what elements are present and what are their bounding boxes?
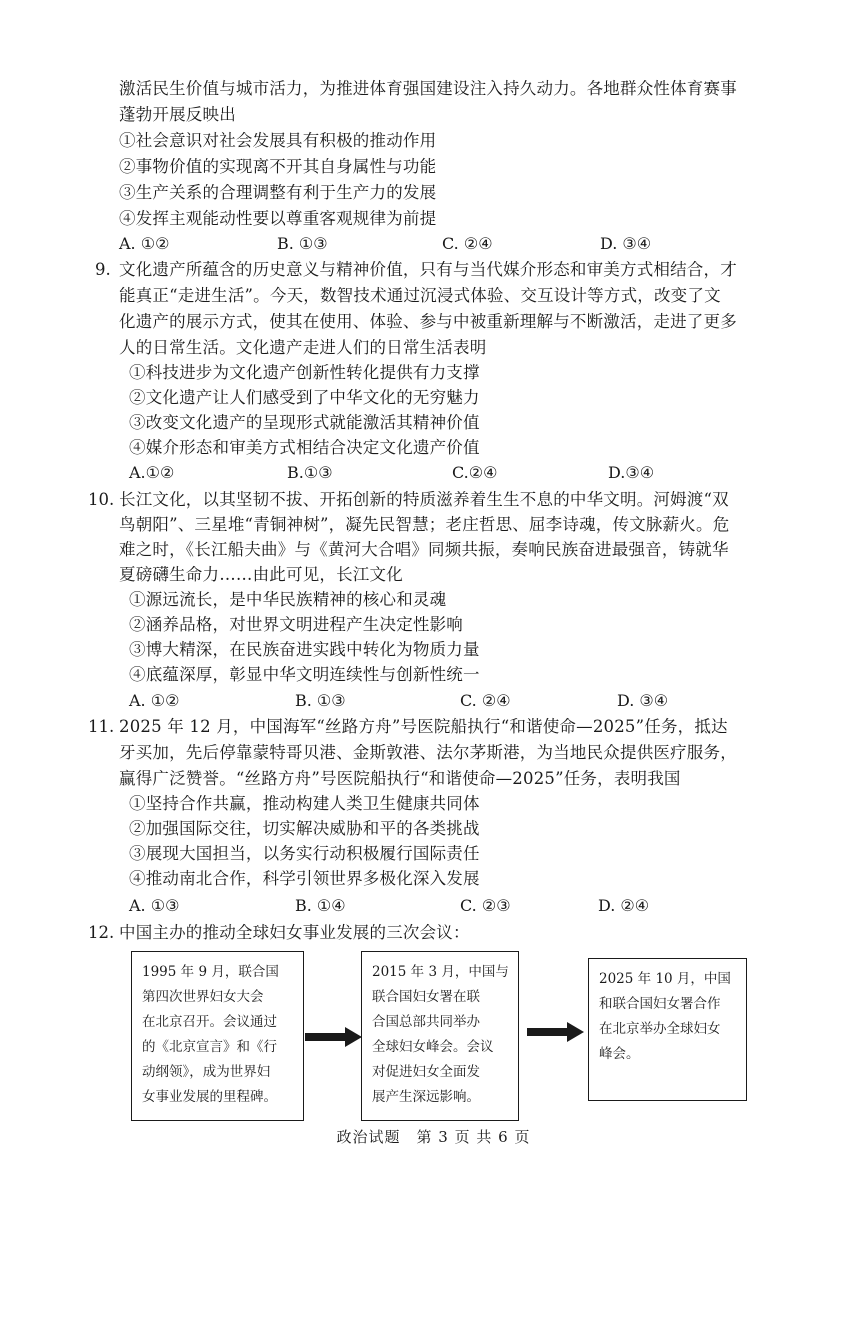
q8-statement: ①社会意识对社会发展具有积极的推动作用 — [119, 131, 437, 150]
q10-option-a: A. ①② — [129, 691, 180, 710]
meeting-2025-box — [588, 958, 747, 1101]
q11-option-b: B. ①④ — [295, 896, 346, 915]
q10-statement: ③博大精深，在民族奋进实践中转化为物质力量 — [129, 640, 480, 659]
q12-stem: 中国主办的推动全球妇女事业发展的三次会议： — [119, 923, 470, 942]
q9-option-b: B.①③ — [287, 463, 333, 482]
q10-number: 10. — [88, 490, 115, 509]
arrow-right-icon — [305, 1026, 363, 1048]
arrow-right-icon — [527, 1021, 585, 1043]
box-line: 合国总部共同举办 — [372, 1014, 480, 1030]
q9-statement: ①科技进步为文化遗产创新性转化提供有力支撑 — [129, 363, 480, 382]
q9-stem-line: 化遗产的展示方式，使其在使用、体验、参与中被重新理解与不断激活，走进了更多 — [119, 312, 737, 331]
q11-statement: ②加强国际交往，切实解决威胁和平的各类挑战 — [129, 819, 480, 838]
q8-statement: ③生产关系的合理调整有利于生产力的发展 — [119, 183, 437, 202]
box-line: 全球妇女峰会。会议 — [372, 1039, 494, 1055]
q8-option-b: B. ①③ — [277, 234, 328, 253]
q9-stem-line: 人的日常生活。文化遗产走进人们的日常生活表明 — [119, 338, 487, 357]
q12-number: 12. — [88, 923, 115, 942]
box-line: 展产生深远影响。 — [372, 1089, 480, 1105]
q9-statement: ③改变文化遗产的呈现形式就能激活其精神价值 — [129, 413, 480, 432]
q8-stem-line: 蓬勃开展反映出 — [119, 105, 236, 124]
meeting-1995-box — [131, 951, 304, 1121]
q9-option-d: D.③④ — [608, 463, 655, 482]
q11-option-c: C. ②③ — [460, 896, 511, 915]
q10-option-c: C. ②④ — [460, 691, 511, 710]
q8-option-a: A. ①② — [119, 234, 170, 253]
q11-option-d: D. ②④ — [598, 896, 650, 915]
box-line: 第四次世界妇女大会 — [142, 989, 264, 1005]
q11-statement: ①坚持合作共赢，推动构建人类卫生健康共同体 — [129, 794, 480, 813]
q8-option-c: C. ②④ — [442, 234, 493, 253]
q11-number: 11. — [88, 717, 115, 736]
q8-option-d: D. ③④ — [600, 234, 652, 253]
q9-option-c: C.②④ — [452, 463, 498, 482]
meeting-2015-box — [361, 951, 519, 1121]
box-line: 动纲领》，成为世界妇 — [142, 1064, 271, 1080]
box-line: 和联合国妇女署合作 — [599, 996, 721, 1012]
q10-statement: ①源远流长，是中华民族精神的核心和灵魂 — [129, 590, 447, 609]
q9-stem-line: 文化遗产所蕴含的历史意义与精神价值，只有与当代媒介形态和审美方式相结合，才 — [119, 260, 737, 279]
q10-stem-line: 鸟朝阳”、三星堆“青铜神树”，凝先民智慧；老庄哲思、屈李诗魂，传文脉薪火。危 — [119, 515, 730, 534]
q11-stem-line: 牙买加，先后停靠蒙特哥贝港、金斯敦港、法尔茅斯港，为当地民众提供医疗服务， — [119, 743, 737, 762]
q10-option-b: B. ①③ — [295, 691, 346, 710]
box-line: 1995 年 9 月，联合国 — [142, 964, 279, 980]
q11-statement: ③展现大国担当，以务实行动积极履行国际责任 — [129, 844, 480, 863]
q11-stem-line: 2025 年 12 月，中国海军“丝路方舟”号医院船执行“和谐使命—2025”任务，抵达 — [119, 717, 728, 736]
q10-statement: ②涵养品格，对世界文明进程产生决定性影响 — [129, 615, 463, 634]
q8-statement: ②事物价值的实现离不开其自身属性与功能 — [119, 157, 437, 176]
box-line: 联合国妇女署在联 — [372, 989, 480, 1005]
q10-stem-line: 长江文化，以其坚韧不拔、开拓创新的特质滋养着生生不息的中华文明。河姆渡“双 — [119, 490, 729, 509]
q10-statement: ④底蕴深厚，彰显中华文明连续性与创新性统一 — [129, 665, 480, 684]
box-line: 2015 年 3 月，中国与 — [372, 964, 509, 980]
q10-stem-line: 难之时，《长江船夫曲》与《黄河大合唱》同频共振，奏响民族奋进最强音，铸就华 — [119, 540, 729, 559]
q11-option-a: A. ①③ — [129, 896, 180, 915]
box-line: 峰会。 — [599, 1046, 640, 1062]
q9-statement: ④媒介形态和审美方式相结合决定文化遗产价值 — [129, 438, 480, 457]
q9-statement: ②文化遗产让人们感受到了中华文化的无穷魅力 — [129, 388, 480, 407]
q8-statement: ④发挥主观能动性要以尊重客观规律为前提 — [119, 209, 437, 228]
box-line: 对促进妇女全面发 — [372, 1064, 480, 1080]
q10-option-d: D. ③④ — [617, 691, 669, 710]
q8-stem-line: 激活民生价值与城市活力，为推进体育强国建设注入持久动力。各地群众性体育赛事 — [119, 79, 737, 98]
box-line: 在北京召开。会议通过 — [142, 1014, 277, 1030]
box-line: 2025 年 10 月，中国 — [599, 971, 731, 987]
q10-stem-line: 夏磅礴生命力……由此可见，长江文化 — [119, 565, 403, 584]
q9-option-a: A.①② — [129, 463, 175, 482]
box-line: 女事业发展的里程碑。 — [142, 1089, 277, 1105]
q11-statement: ④推动南北合作，科学引领世界多极化深入发展 — [129, 869, 480, 888]
box-line: 的《北京宣言》和《行 — [142, 1039, 277, 1055]
q9-stem-line: 能真正“走进生活”。今天，数智技术通过沉浸式体验、交互设计等方式，改变了文 — [119, 286, 721, 305]
q9-number: 9. — [95, 260, 111, 279]
box-line: 在北京举办全球妇女 — [599, 1021, 721, 1037]
page-footer: 政治试题 第 3 页 共 6 页 — [336, 1128, 531, 1146]
q11-stem-line: 赢得广泛赞誉。“丝路方舟”号医院船执行“和谐使命—2025”任务，表明我国 — [119, 769, 681, 788]
